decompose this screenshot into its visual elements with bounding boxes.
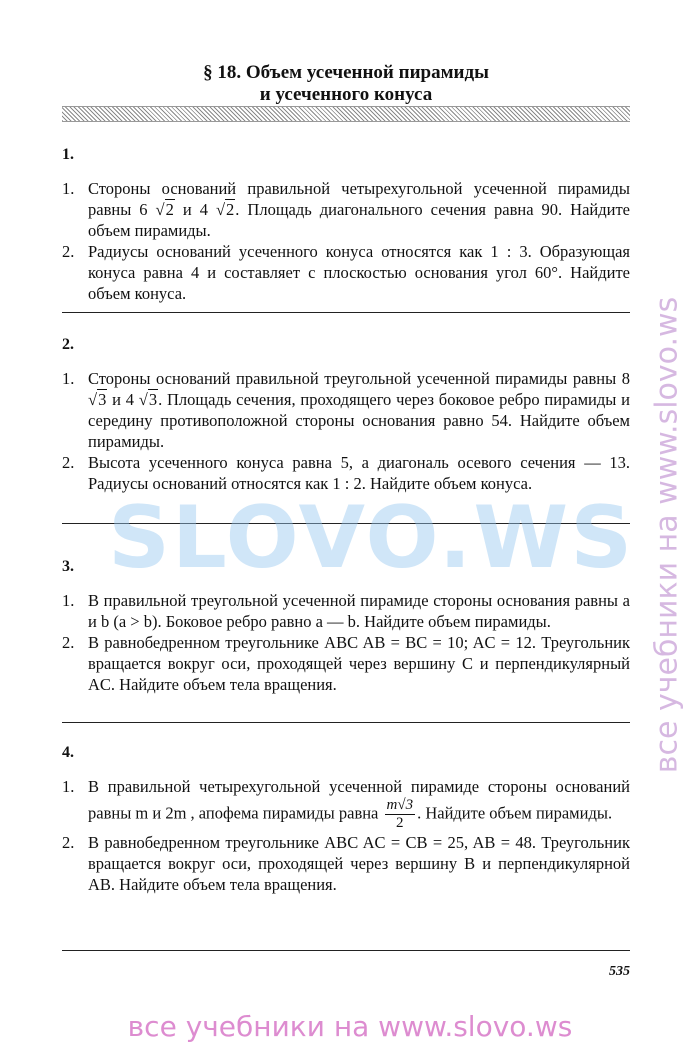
variant-1 bbox=[62, 146, 630, 304]
task-item bbox=[62, 178, 630, 241]
task-text: В равнобедренном треугольнике ABC AB = BC = 10; AC = 12. Треугольник вращается вокруг оси, проходящей через вершину C и перпендикулярный AC. Найдите объем тела вращения. bbox=[88, 633, 630, 694]
watermark-side bbox=[642, 150, 692, 920]
variant-number: 3. bbox=[62, 558, 74, 575]
title-line-1: § 18. Объем усеченной пирамиды bbox=[203, 62, 489, 83]
task-number: 2. bbox=[62, 633, 75, 652]
task-text: В равнобедренном треугольнике ABC AC = CB = 25, AB = 48. Треугольник вращается вокруг оси, проходящей через вершину B и перпендикулярной AB. Найдите объем тела вращения. bbox=[88, 833, 630, 894]
fraction-denominator: 2 bbox=[396, 815, 404, 831]
variant-2 bbox=[62, 336, 630, 494]
task-number: 1. bbox=[62, 369, 75, 388]
page-number: 535 bbox=[609, 964, 630, 979]
task-item bbox=[62, 368, 630, 452]
task-text: Стороны оснований правильной треугольной усеченной пирамиды равны 8 √3 и 4 √3. Площадь сечения, проходящего через боковое ребро пирамиды и середину противоположной стороны основания равно 54. Найдите объем пирамиды. bbox=[88, 369, 630, 451]
task-text: В правильной четырехугольной усеченной пирамиде стороны оснований равны m и 2m , апофема пирамиды равна $\frac{m√3}{2}$ . Найдите объем пирамиды. bbox=[88, 777, 630, 831]
sqrt-radicand: 3 bbox=[98, 390, 107, 409]
variant-number: 1. bbox=[62, 146, 74, 163]
variant-3 bbox=[62, 558, 630, 695]
variant-number: 2. bbox=[62, 336, 74, 353]
task-item bbox=[62, 452, 630, 494]
variant-4 bbox=[62, 744, 630, 895]
fraction-numerator: m√3 bbox=[386, 797, 414, 813]
task-text: Стороны оснований правильной четырехугольной усеченной пирамиды равны 6 √2 и 4 √2. Площадь диагонального сечения равна 90. Найдите объем пирамиды. bbox=[88, 179, 630, 240]
task-number: 2. bbox=[62, 453, 75, 472]
watermark-center: SLOVO.WS bbox=[108, 488, 635, 588]
task-number: 2. bbox=[62, 242, 75, 261]
task-item bbox=[62, 776, 630, 832]
sqrt-radicand: 3 bbox=[148, 390, 158, 409]
sqrt-radicand: 2 bbox=[226, 200, 235, 219]
variant-number: 4. bbox=[62, 744, 74, 761]
watermark-side-text: все учебники на www.slovo.ws bbox=[649, 296, 685, 774]
task-item bbox=[62, 632, 630, 695]
title-line-2: и усеченного конуса bbox=[259, 84, 433, 105]
task-number: 1. bbox=[62, 777, 75, 796]
task-text: Высота усеченного конуса равна 5, а диагональ осевого сечения — 13. Радиусы оснований относятся как 1 : 2. Найдите объем конуса. bbox=[88, 453, 630, 493]
task-text: В правильной треугольной усеченной пирамиде стороны основания равны a и b (a > b). Боковое ребро равно a — b. Найдите объем пирамиды. bbox=[88, 591, 630, 631]
task-item bbox=[62, 241, 630, 304]
task-number: 1. bbox=[62, 179, 75, 198]
watermark-bottom: все учебники на www.slovo.ws bbox=[127, 1010, 573, 1043]
section-divider bbox=[62, 950, 630, 951]
task-text: Радиусы оснований усеченного конуса относятся как 1 : 3. Образующая конуса равна 4 и составляет с плоскостью основания угол 60°. Найдите объем конуса. bbox=[88, 242, 630, 303]
title-hatch-divider bbox=[62, 106, 630, 122]
page-title bbox=[62, 62, 630, 106]
task-number: 1. bbox=[62, 591, 75, 610]
fraction bbox=[385, 797, 416, 832]
section-divider bbox=[62, 312, 630, 313]
task-item bbox=[62, 832, 630, 895]
section-divider bbox=[62, 722, 630, 723]
task-item bbox=[62, 590, 630, 632]
sqrt-radicand: 2 bbox=[165, 200, 174, 219]
task-number: 2. bbox=[62, 833, 75, 852]
section-divider bbox=[62, 523, 630, 524]
